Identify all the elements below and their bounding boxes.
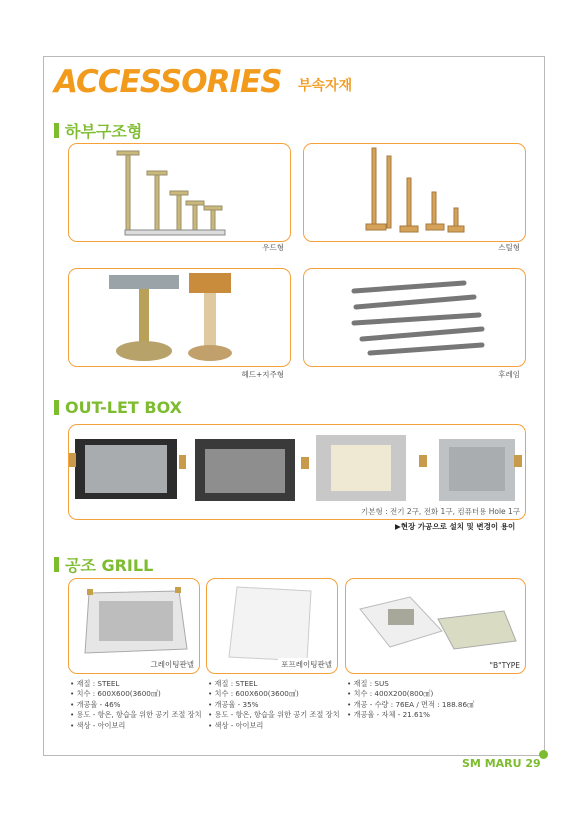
- spec-line: • 치수 : 400X200(800㎠): [347, 689, 434, 699]
- grill-specs-3: [347, 679, 474, 721]
- section-marker: [54, 557, 59, 572]
- b-type-grill-image: [345, 578, 526, 674]
- grill-specs-1: [70, 679, 202, 731]
- spec-line: • 치수 : 600X600(3600㎠): [208, 689, 299, 699]
- spec-line: • 치수 : 600X600(3600㎠): [70, 689, 161, 699]
- outlet-caption: 기본형 : 전기 2구, 전화 1구, 컴퓨터용 Hole 1구: [361, 507, 521, 516]
- spec-line: • 색상 - 아이보리: [208, 720, 264, 730]
- spec-line: • 색상 - 아이보리: [70, 720, 126, 730]
- spec-line: • 재질 : STEEL: [208, 679, 258, 688]
- wood-pedestal-image: [68, 143, 291, 242]
- section-title: 공조 GRILL: [65, 556, 154, 575]
- grating-panel-image: [68, 578, 200, 674]
- section-substructure-heading: [54, 119, 142, 142]
- caption-head: 헤드+지주형: [241, 370, 284, 379]
- spec-line: • 개공율 - 46%: [70, 699, 121, 709]
- section-title: OUT-LET BOX: [65, 398, 182, 417]
- caption-steel: 스틸형: [498, 243, 520, 252]
- steel-pedestal-image: [303, 143, 526, 242]
- spec-line: • 개공율 - 35%: [208, 699, 259, 709]
- page-title: ACCESSORIES: [54, 64, 282, 100]
- spec-line: • 개공율 - 자체 - 21.61%: [347, 710, 430, 720]
- spec-line: • 재질 : STEEL: [70, 679, 120, 688]
- section-marker: [54, 123, 59, 138]
- spec-line: • 용도 - 항온, 항습을 위한 공기 조절 장치: [208, 710, 340, 720]
- grill-tag-3: "B"TYPE: [487, 660, 523, 671]
- section-outlet-heading: [54, 398, 182, 417]
- page-footer: SM MARU 29: [462, 757, 541, 770]
- grill-tag-1: 그레이팅판넬: [148, 658, 197, 671]
- spec-line: • 개공 - 수량 : 76EA / 면적 : 188.86㎠: [347, 699, 475, 709]
- perforated-panel-image: [206, 578, 338, 674]
- grill-specs-2: [208, 679, 340, 731]
- outlet-note: ▶현장 가공으로 설치 및 변경이 용이: [395, 522, 516, 531]
- head-pedestal-image: [68, 268, 291, 367]
- spec-line: • 재질 : SUS: [347, 679, 389, 688]
- spec-line: • 용도 - 항온, 항습을 위한 공기 조절 장치: [70, 710, 202, 720]
- grill-tag-2: 포프레이팅판넬: [278, 658, 335, 671]
- section-marker: [54, 400, 59, 415]
- section-grill-heading: [54, 553, 153, 576]
- caption-frame: 후레임: [498, 370, 520, 379]
- section-title: 하부구조형: [65, 122, 143, 141]
- page-subtitle: 부속자재: [298, 78, 353, 94]
- caption-wood: 우드형: [262, 243, 284, 252]
- frame-rail-image: [303, 268, 526, 367]
